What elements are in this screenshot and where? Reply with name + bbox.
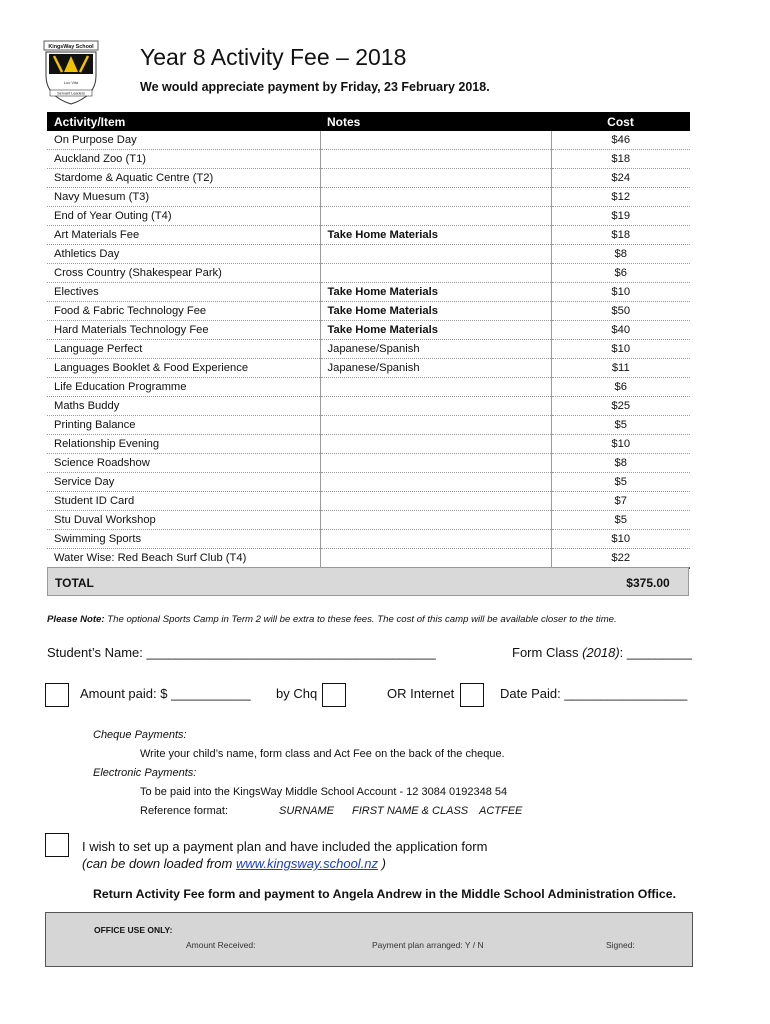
activity-cell: Languages Booklet & Food Experience [47, 359, 320, 378]
activity-cell: Food & Fabric Technology Fee [47, 302, 320, 321]
activity-cell: On Purpose Day [47, 131, 320, 150]
cost-cell: $8 [551, 454, 690, 473]
student-name-label: Student’s Name: [47, 645, 143, 660]
sports-camp-note [47, 614, 617, 625]
table-row [47, 188, 690, 207]
logo-motto: Servant Leaders [57, 91, 85, 96]
table-row [47, 340, 690, 359]
notes-cell [320, 416, 551, 435]
table-row [47, 530, 690, 549]
notes-cell [320, 264, 551, 283]
logo-inner-text: Lux Vita [63, 80, 79, 85]
note-label: Please Note: [47, 614, 105, 625]
school-logo [40, 40, 102, 106]
table-row [47, 473, 690, 492]
activity-cell: Printing Balance [47, 416, 320, 435]
activity-cell: Stardome & Aquatic Centre (T2) [47, 169, 320, 188]
signed-label: Signed: [606, 940, 635, 950]
amount-paid-label: Amount paid: $ [80, 686, 168, 701]
cost-cell: $10 [551, 435, 690, 454]
internet-label: OR Internet [387, 686, 455, 701]
activity-cell: Student ID Card [47, 492, 320, 511]
cost-cell: $25 [551, 397, 690, 416]
cheque-instructions: Write your child’s name, form class and Act Fee on the back of the cheque. [140, 748, 505, 760]
cost-cell: $22 [551, 549, 690, 569]
table-row [47, 416, 690, 435]
activity-cell: Navy Muesum (T3) [47, 188, 320, 207]
cost-cell: $6 [551, 378, 690, 397]
table-row [47, 549, 690, 569]
table-row [47, 454, 690, 473]
fee-table [47, 112, 690, 569]
cost-cell: $8 [551, 245, 690, 264]
payment-plan-checkbox[interactable] [45, 833, 69, 857]
cost-cell: $10 [551, 530, 690, 549]
form-class-year: (2018) [582, 645, 620, 660]
cost-cell: $12 [551, 188, 690, 207]
table-row [47, 492, 690, 511]
cost-cell: $11 [551, 359, 690, 378]
ref-firstname-class: FIRST NAME & CLASS [352, 805, 469, 817]
column-header-activity: Activity/Item [47, 112, 320, 131]
activity-cell: Athletics Day [47, 245, 320, 264]
activity-cell: Stu Duval Workshop [47, 511, 320, 530]
table-row [47, 283, 690, 302]
activity-cell: Life Education Programme [47, 378, 320, 397]
download-line [82, 856, 386, 871]
table-row [47, 264, 690, 283]
cost-cell: $24 [551, 169, 690, 188]
cost-cell: $5 [551, 473, 690, 492]
notes-cell [320, 150, 551, 169]
notes-cell [320, 549, 551, 569]
cost-cell: $19 [551, 207, 690, 226]
amount-paid-line[interactable]: ___________ [171, 686, 251, 701]
cost-cell: $7 [551, 492, 690, 511]
table-row [47, 245, 690, 264]
form-class-line[interactable]: _________ [626, 645, 692, 660]
notes-cell [320, 378, 551, 397]
page-title: Year 8 Activity Fee – 2018 [140, 44, 407, 70]
notes-cell [320, 245, 551, 264]
notes-cell: Take Home Materials [320, 226, 551, 245]
total-row [47, 567, 689, 596]
notes-cell [320, 131, 551, 150]
table-row [47, 226, 690, 245]
activity-cell: Science Roadshow [47, 454, 320, 473]
notes-cell [320, 530, 551, 549]
table-row [47, 378, 690, 397]
payment-deadline: We would appreciate payment by Friday, 23 February 2018. [140, 80, 490, 94]
notes-cell [320, 454, 551, 473]
notes-cell [320, 492, 551, 511]
electronic-heading: Electronic Payments: [93, 767, 197, 779]
notes-cell: Take Home Materials [320, 321, 551, 340]
table-row [47, 397, 690, 416]
table-row [47, 511, 690, 530]
cost-cell: $46 [551, 131, 690, 150]
internet-checkbox[interactable] [460, 683, 484, 707]
total-label: TOTAL [55, 576, 94, 590]
amount-paid-checkbox[interactable] [45, 683, 69, 707]
amount-paid-field[interactable] [80, 686, 251, 701]
cheque-heading: Cheque Payments: [93, 729, 187, 741]
cost-cell: $18 [551, 226, 690, 245]
payment-plan-text: I wish to set up a payment plan and have included the application form [82, 839, 488, 854]
download-suffix: ) [381, 856, 386, 871]
date-paid-label: Date Paid: [500, 686, 561, 701]
student-name-field[interactable] [47, 645, 436, 660]
notes-cell [320, 188, 551, 207]
notes-cell [320, 397, 551, 416]
column-header-notes: Notes [320, 112, 551, 131]
notes-cell [320, 207, 551, 226]
activity-cell: Relationship Evening [47, 435, 320, 454]
date-paid-field[interactable] [500, 686, 687, 701]
notes-cell: Take Home Materials [320, 283, 551, 302]
form-class-colon: : [619, 645, 624, 660]
electronic-instructions: To be paid into the KingsWay Middle School Account - 12 3084 0192348 54 [140, 786, 508, 798]
notes-cell [320, 169, 551, 188]
column-header-cost: Cost [551, 112, 690, 131]
activity-cell: Language Perfect [47, 340, 320, 359]
form-class-field[interactable] [512, 645, 692, 660]
date-paid-line[interactable]: _________________ [564, 686, 688, 701]
activity-cell: Water Wise: Red Beach Surf Club (T4) [47, 549, 320, 569]
cost-cell: $10 [551, 283, 690, 302]
activity-cell: Cross Country (Shakespear Park) [47, 264, 320, 283]
activity-cell: Auckland Zoo (T1) [47, 150, 320, 169]
table-header-row [47, 112, 690, 131]
cost-cell: $10 [551, 340, 690, 359]
notes-cell: Take Home Materials [320, 302, 551, 321]
logo-school-name: KingsWay School [48, 44, 94, 50]
office-use-box [45, 912, 693, 967]
notes-cell: Japanese/Spanish [320, 359, 551, 378]
table-row [47, 207, 690, 226]
table-row [47, 359, 690, 378]
total-value: $375.00 [626, 576, 670, 590]
notes-cell [320, 473, 551, 492]
activity-cell: Hard Materials Technology Fee [47, 321, 320, 340]
table-row [47, 321, 690, 340]
activity-cell: Electives [47, 283, 320, 302]
by-cheque-checkbox[interactable] [322, 683, 346, 707]
activity-cell: End of Year Outing (T4) [47, 207, 320, 226]
office-use-heading: OFFICE USE ONLY: [94, 925, 173, 935]
activity-cell: Swimming Sports [47, 530, 320, 549]
cost-cell: $18 [551, 150, 690, 169]
table-row [47, 435, 690, 454]
cost-cell: $50 [551, 302, 690, 321]
table-row [47, 302, 690, 321]
note-text: The optional Sports Camp in Term 2 will be extra to these fees. The cost of this camp will be available closer to the time. [107, 614, 617, 625]
notes-cell: Japanese/Spanish [320, 340, 551, 359]
table-row [47, 131, 690, 150]
return-instructions: Return Activity Fee form and payment to Angela Andrew in the Middle School Administration Office. [93, 887, 677, 901]
reference-label: Reference format: [140, 805, 229, 817]
cost-cell: $5 [551, 416, 690, 435]
activity-cell: Maths Buddy [47, 397, 320, 416]
activity-cell: Art Materials Fee [47, 226, 320, 245]
notes-cell [320, 511, 551, 530]
table-row [47, 150, 690, 169]
cost-cell: $5 [551, 511, 690, 530]
activity-cell: Service Day [47, 473, 320, 492]
payment-plan-arranged: Payment plan arranged: Y / N [372, 940, 484, 950]
website-link[interactable]: www.kingsway.school.nz [235, 856, 379, 871]
notes-cell [320, 435, 551, 454]
download-prefix: (can be down loaded from [82, 856, 233, 871]
by-cheque-label: by Chq [276, 686, 318, 701]
ref-surname: SURNAME [279, 805, 335, 817]
cost-cell: $40 [551, 321, 690, 340]
ref-actfee: ACTFEE [479, 805, 523, 817]
table-row [47, 169, 690, 188]
amount-received-label: Amount Received: [186, 940, 256, 950]
student-name-line[interactable]: ________________________________________ [146, 645, 436, 660]
cost-cell: $6 [551, 264, 690, 283]
form-class-label: Form Class [512, 645, 579, 660]
